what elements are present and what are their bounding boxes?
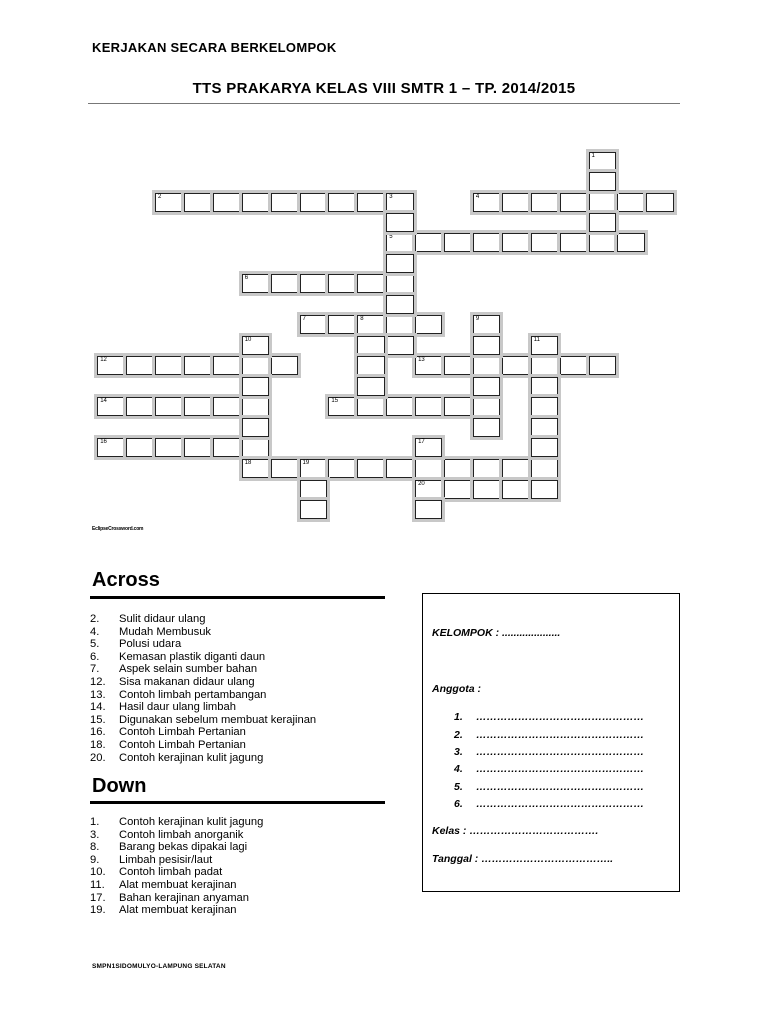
crossword-cell[interactable] [126, 438, 153, 457]
member-line-5[interactable]: 5. ………………………………………… [454, 781, 644, 793]
clue-number: 17 [418, 439, 425, 445]
crossword-cell[interactable] [531, 418, 558, 437]
crossword-cell[interactable] [531, 480, 558, 499]
down-heading: Down [92, 775, 147, 797]
crossword-cell[interactable] [271, 193, 298, 212]
crossword-cell[interactable] [300, 480, 327, 499]
clue-across-20: 20. Contoh kerajinan kulit jagung [90, 751, 264, 764]
crossword-cell[interactable] [444, 480, 471, 499]
crossword-cell[interactable] [589, 172, 616, 191]
clue-down-17: 17. Bahan kerajinan anyaman [90, 891, 249, 904]
crossword-cell[interactable] [589, 356, 616, 375]
crossword-cell[interactable] [502, 459, 529, 478]
footer-school: SMPN1SIDOMULYO-LAMPUNG SELATAN [92, 963, 226, 970]
crossword-cell[interactable] [386, 315, 413, 334]
worksheet-title: TTS PRAKARYA KELAS VIII SMTR 1 – TP. 2014/2015 [192, 80, 576, 97]
crossword-cell[interactable] [444, 356, 471, 375]
crossword-cell[interactable] [589, 233, 616, 252]
crossword-cell[interactable] [300, 193, 327, 212]
crossword-cell[interactable] [386, 295, 413, 314]
clue-number: 8 [360, 316, 364, 322]
clue-across-16: 16. Contoh Limbah Pertanian [90, 726, 246, 739]
clue-down-10: 10. Contoh limbah padat [90, 866, 223, 879]
crossword-cell[interactable] [473, 397, 500, 416]
member-line-4[interactable]: 4. ………………………………………… [454, 763, 644, 775]
crossword-cell[interactable] [300, 500, 327, 519]
crossword-cell[interactable] [328, 459, 355, 478]
crossword-cell[interactable] [386, 213, 413, 232]
crossword-cell[interactable] [300, 274, 327, 293]
crossword-cell[interactable] [646, 193, 673, 212]
crossword-cell[interactable] [473, 336, 500, 355]
crossword-cell[interactable] [155, 438, 182, 457]
group-info-box [422, 593, 680, 892]
clue-across-2: 2. Sulit didaur ulang [90, 613, 206, 625]
crossword-cell[interactable] [502, 233, 529, 252]
member-line-6[interactable]: 6. ………………………………………… [454, 798, 644, 810]
crossword-cell[interactable] [531, 377, 558, 396]
clue-across-15: 15. Digunakan sebelum membuat kerajinan [90, 713, 317, 726]
clue-number: 4 [475, 194, 480, 200]
clue-across-7: 7. Aspek selain sumber bahan [90, 663, 258, 676]
crossword-cell[interactable] [473, 356, 500, 375]
crossword-cell[interactable] [242, 459, 269, 478]
clue-number: 10 [244, 337, 252, 343]
crossword-cell[interactable] [126, 397, 153, 416]
generator-credit: EclipseCrossword.com [92, 526, 144, 532]
clue-number: 7 [302, 316, 306, 322]
crossword-cell[interactable] [473, 233, 500, 252]
clue-number: 9 [475, 316, 480, 322]
crossword-cell[interactable] [155, 397, 182, 416]
clue-number: 19 [302, 460, 310, 466]
crossword-cell[interactable] [415, 459, 442, 478]
clue-down-1: 1. Contoh kerajinan kulit jagung [90, 816, 264, 828]
across-rule [90, 596, 385, 599]
clue-number: 13 [418, 357, 425, 363]
crossword-cell[interactable] [386, 397, 413, 416]
crossword-cell[interactable] [386, 233, 413, 252]
clue-number: 15 [331, 398, 339, 404]
clue-across-13: 13. Contoh limbah pertambangan [90, 688, 267, 701]
clue-down-3: 3. Contoh limbah anorganik [90, 828, 244, 841]
crossword-cell[interactable] [502, 480, 529, 499]
clue-number: 3 [389, 194, 393, 200]
kelas-field[interactable]: Kelas : ………………………………. [432, 825, 599, 837]
clue-number: 12 [100, 357, 107, 363]
crossword-cell[interactable] [213, 397, 240, 416]
crossword-cell[interactable] [242, 193, 269, 212]
crossword-cell[interactable] [126, 356, 153, 375]
crossword-cell[interactable] [415, 500, 442, 519]
crossword-cell[interactable] [155, 193, 182, 212]
crossword-cell[interactable] [242, 274, 269, 293]
crossword-cell[interactable] [357, 397, 384, 416]
clue-number: 16 [100, 439, 107, 445]
crossword-cell[interactable] [444, 459, 471, 478]
crossword-cell[interactable] [617, 193, 644, 212]
crossword-cell[interactable] [242, 438, 269, 457]
crossword-cell[interactable] [415, 233, 442, 252]
crossword-cell[interactable] [444, 397, 471, 416]
crossword-cell[interactable] [589, 193, 616, 212]
crossword-cell[interactable] [155, 356, 182, 375]
crossword-cell[interactable] [184, 438, 211, 457]
crossword-cell[interactable] [386, 274, 413, 293]
crossword-cell[interactable] [589, 213, 616, 232]
crossword-cell[interactable] [415, 356, 442, 375]
clue-number: 6 [244, 275, 249, 281]
crossword-cell[interactable] [531, 356, 558, 375]
crossword-cell[interactable] [242, 377, 269, 396]
clue-number: 5 [389, 234, 393, 240]
crossword-cell[interactable] [213, 438, 240, 457]
clue-number: 18 [244, 460, 252, 466]
member-line-2[interactable]: 2. ………………………………………… [454, 729, 644, 741]
crossword-cell[interactable] [560, 356, 587, 375]
crossword-cell[interactable] [473, 459, 500, 478]
crossword-cell[interactable] [386, 336, 413, 355]
down-rule [90, 801, 385, 804]
crossword-cell[interactable] [357, 336, 384, 355]
clue-number: 1 [591, 153, 595, 159]
crossword-cell[interactable] [242, 356, 269, 375]
crossword-cell[interactable] [415, 438, 442, 457]
crossword-cell[interactable] [97, 438, 124, 457]
crossword-cell[interactable] [97, 356, 124, 375]
crossword-cell[interactable] [617, 233, 644, 252]
tanggal-field[interactable]: Tanggal : ……………………………….. [432, 853, 614, 865]
kelompok-field[interactable]: KELOMPOK : .................... [432, 627, 561, 639]
member-line-3[interactable]: 3. ………………………………………… [454, 746, 644, 758]
clue-across-18: 18. Contoh Limbah Pertanian [90, 738, 246, 751]
clue-across-4: 4. Mudah Membusuk [90, 625, 212, 638]
crossword-cell[interactable] [300, 459, 327, 478]
page-instruction: KERJAKAN SECARA BERKELOMPOK [92, 40, 337, 55]
clue-number: 20 [418, 481, 425, 487]
crossword-cell[interactable] [473, 377, 500, 396]
crossword-cell[interactable] [213, 193, 240, 212]
crossword-cell[interactable] [531, 438, 558, 457]
crossword-cell[interactable] [473, 315, 500, 334]
clue-number: 2 [158, 194, 162, 200]
crossword-cell[interactable] [589, 152, 616, 171]
down-clue-list [90, 816, 263, 917]
clue-across-12: 12. Sisa makanan didaur ulang [90, 675, 255, 688]
crossword-cell[interactable] [357, 356, 384, 375]
clue-across-14: 14. Hasil daur ulang limbah [90, 701, 236, 714]
crossword-cell[interactable] [328, 274, 355, 293]
clue-number: 11 [533, 337, 540, 343]
crossword-cell[interactable] [531, 193, 558, 212]
crossword-cell[interactable] [560, 193, 587, 212]
crossword-cell[interactable] [415, 480, 442, 499]
crossword-cell[interactable] [184, 397, 211, 416]
crossword-cell[interactable] [97, 397, 124, 416]
crossword-cell[interactable] [415, 397, 442, 416]
crossword-cell[interactable] [531, 233, 558, 252]
crossword-cell[interactable] [271, 274, 298, 293]
across-clue-list [90, 613, 316, 764]
clue-across-5: 5. Polusi udara [90, 638, 182, 651]
crossword-cell[interactable] [386, 254, 413, 273]
crossword-cell[interactable] [357, 315, 384, 334]
crossword-cell[interactable] [415, 315, 442, 334]
crossword-cell[interactable] [531, 336, 558, 355]
crossword-cell[interactable] [357, 193, 384, 212]
clue-across-6: 6. Kemasan plastik diganti daun [90, 650, 266, 663]
crossword-cell[interactable] [473, 418, 500, 437]
crossword-cell[interactable] [473, 193, 500, 212]
clue-down-11: 11. Alat membuat kerajinan [90, 878, 237, 891]
crossword-cell[interactable] [473, 480, 500, 499]
crossword-cell[interactable] [531, 459, 558, 478]
crossword-cell[interactable] [271, 459, 298, 478]
crossword-cell[interactable] [328, 315, 355, 334]
crossword-cell[interactable] [531, 397, 558, 416]
member-line-1[interactable]: 1. ………………………………………… [454, 711, 644, 723]
crossword-cell[interactable] [242, 336, 269, 355]
crossword-cell[interactable] [300, 315, 327, 334]
clue-down-8: 8. Barang bekas dipakai lagi [90, 841, 248, 854]
crossword-cell[interactable] [444, 233, 471, 252]
crossword-cell[interactable] [213, 356, 240, 375]
across-heading: Across [92, 569, 160, 591]
crossword-cell[interactable] [271, 356, 298, 375]
crossword-cell[interactable] [386, 193, 413, 212]
crossword-cell[interactable] [386, 459, 413, 478]
crossword-cell[interactable] [242, 397, 269, 416]
clue-down-19: 19. Alat membuat kerajinan [90, 904, 237, 917]
crossword-cell[interactable] [242, 418, 269, 437]
clue-down-9: 9. Limbah pesisir/laut [90, 853, 213, 866]
crossword-cell[interactable] [184, 356, 211, 375]
crossword-cell[interactable] [328, 397, 355, 416]
crossword-cell[interactable] [357, 377, 384, 396]
crossword-cell[interactable] [184, 193, 211, 212]
crossword-cell[interactable] [328, 193, 355, 212]
crossword-cell[interactable] [357, 274, 384, 293]
clue-number: 14 [100, 398, 107, 404]
crossword-cell[interactable] [357, 459, 384, 478]
crossword-cell[interactable] [560, 233, 587, 252]
crossword-cell[interactable] [502, 356, 529, 375]
anggota-label: Anggota : [432, 683, 481, 695]
crossword-cell[interactable] [502, 193, 529, 212]
